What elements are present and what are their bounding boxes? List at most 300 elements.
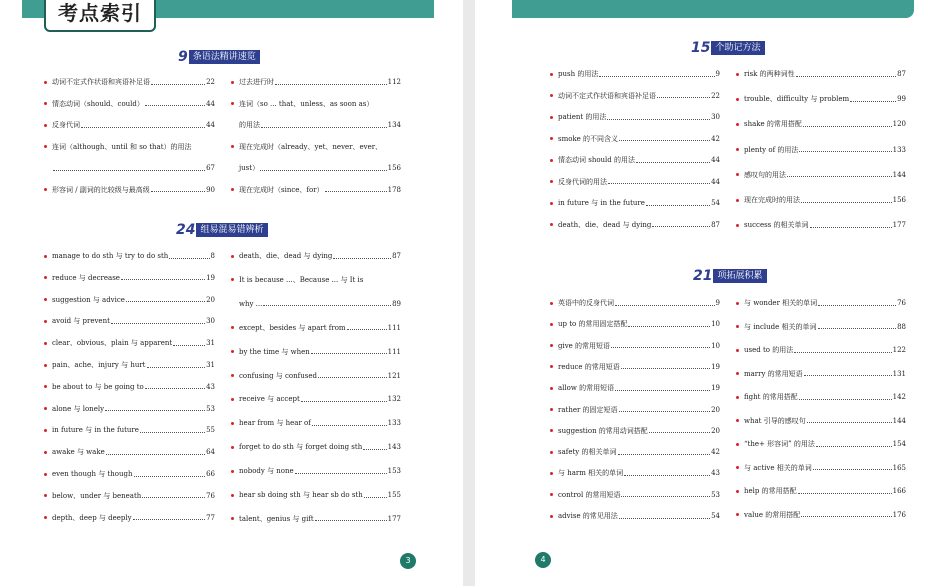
- dot-leader: [145, 388, 205, 389]
- index-entry: [736, 119, 906, 129]
- dot-leader: [810, 227, 892, 228]
- index-entry: [231, 275, 401, 285]
- index-entry: [44, 120, 215, 130]
- dot-leader: [364, 497, 387, 498]
- entry-page: 42: [711, 134, 720, 143]
- entry-page: 44: [206, 121, 215, 129]
- entry-text: help 的常用搭配: [744, 487, 797, 495]
- entry-text: nobody 与 none: [239, 467, 294, 476]
- entry-page: 54: [711, 199, 720, 207]
- entry-page: 153: [387, 467, 401, 476]
- dot-leader: [145, 105, 205, 106]
- section-heading-grammar: [178, 49, 260, 65]
- bullet-dot: [550, 73, 553, 76]
- entry-page: 144: [892, 170, 906, 179]
- entry-text: 形容词 / 副词的比较级与最高级: [52, 185, 150, 194]
- entry-text: suggestion 的常用动词搭配: [558, 426, 648, 435]
- index-entry: [736, 486, 906, 496]
- dot-leader: [618, 454, 711, 455]
- dot-leader: [121, 279, 205, 280]
- entry-page: 9: [715, 299, 720, 307]
- entry-text: by the time 与 when: [239, 347, 310, 356]
- dot-leader: [801, 202, 892, 203]
- dot-leader: [106, 454, 205, 455]
- section-heading-extension: [693, 268, 767, 284]
- index-entry: [736, 220, 906, 230]
- entry-page: 22: [206, 78, 215, 86]
- index-entry: [231, 514, 401, 524]
- bullet-dot: [736, 372, 739, 375]
- dot-leader: [301, 401, 387, 402]
- entry-text: awake 与 wake: [52, 448, 105, 457]
- dot-leader: [333, 258, 391, 259]
- entry-text: patient 的用法: [558, 113, 607, 121]
- bullet-dot: [550, 387, 553, 390]
- index-entry: [231, 99, 401, 109]
- entry-page: 89: [392, 299, 401, 308]
- entry-text: 现在完成时的用法: [744, 196, 800, 204]
- dot-leader: [803, 126, 892, 127]
- bullet-dot: [736, 466, 739, 469]
- entry-page: 166: [892, 487, 906, 495]
- index-entry: [550, 134, 720, 144]
- bullet-dot: [550, 94, 553, 97]
- entry-text: even though 与 though: [52, 470, 133, 478]
- entry-text: 动词不定式作状语和宾语补足语: [558, 91, 656, 100]
- entry-page: 177: [387, 514, 401, 523]
- entry-page: 76: [897, 299, 906, 307]
- entry-text: push 的用法: [558, 70, 599, 78]
- entry-text: receive 与 accept: [239, 395, 300, 404]
- entry-text: 感叹句的用法: [744, 170, 786, 179]
- bullet-dot: [44, 298, 47, 301]
- dot-leader: [619, 140, 710, 141]
- entry-text: 过去进行时: [239, 78, 274, 86]
- dot-leader: [611, 347, 710, 348]
- entry-text: shake 的常用搭配: [744, 120, 802, 129]
- entry-text: 反身代词: [52, 121, 80, 129]
- dot-leader: [140, 432, 205, 433]
- entry-text: death、die、dead 与 dying: [239, 252, 333, 260]
- entry-page: 155: [387, 491, 401, 499]
- index-entry: [44, 513, 215, 523]
- dot-leader: [621, 368, 710, 369]
- entry-text: 与 include 相关的单词: [744, 322, 817, 331]
- section-label: 个助记方法: [711, 41, 764, 55]
- bullet-dot: [231, 374, 234, 377]
- dot-leader: [816, 446, 892, 447]
- section-label: 条语法精讲速览: [189, 50, 260, 64]
- dot-leader: [804, 375, 892, 376]
- entry-page: 20: [206, 295, 215, 304]
- page-number: 4: [535, 552, 551, 568]
- bullet-dot: [736, 123, 739, 126]
- dot-leader: [799, 399, 892, 400]
- entry-text: 情态动词（should、could）: [52, 99, 144, 108]
- index-entry: [550, 319, 720, 329]
- entry-page: 64: [206, 448, 215, 457]
- index-entry: [550, 155, 720, 165]
- dot-leader: [652, 226, 710, 227]
- index-entry: [736, 439, 906, 449]
- entry-text: up to 的常用固定搭配: [558, 320, 628, 329]
- dot-leader: [624, 475, 710, 476]
- entry-text: “the+ 形容词” 的用法: [744, 440, 815, 448]
- bullet-dot: [231, 470, 234, 473]
- index-entry: [550, 490, 720, 500]
- entry-page: 88: [897, 322, 906, 331]
- entry-page: 131: [892, 369, 906, 378]
- entry-page: 112: [387, 78, 401, 86]
- entry-page: 143: [387, 443, 401, 452]
- index-entry: [44, 316, 215, 326]
- index-entry: [231, 77, 401, 87]
- bullet-dot: [44, 276, 47, 279]
- bullet-dot: [550, 472, 553, 475]
- entry-page: 30: [206, 317, 215, 326]
- entry-page: 134: [387, 121, 401, 129]
- section-label: 项拓展积累: [713, 269, 766, 283]
- bullet-dot: [231, 446, 234, 449]
- bullet-dot: [550, 223, 553, 226]
- index-entry: [231, 163, 401, 173]
- bullet-dot: [736, 98, 739, 101]
- dot-leader: [607, 119, 710, 120]
- index-entry: [736, 145, 906, 155]
- bullet-dot: [44, 364, 47, 367]
- index-entry: [231, 251, 401, 261]
- index-entry: [736, 94, 906, 104]
- section-count: 24: [176, 222, 196, 238]
- index-entry: [44, 382, 215, 392]
- entry-page: 53: [206, 404, 215, 413]
- entry-text: alone 与 lonely: [52, 404, 105, 413]
- entry-text: success 的相关单词: [744, 221, 809, 230]
- entry-text: be about to 与 be going to: [52, 382, 144, 391]
- dot-leader: [173, 345, 205, 346]
- entry-text: advise 的常见用法: [558, 512, 618, 520]
- entry-page: 77: [206, 513, 215, 522]
- entry-text: It is because ...、Because ... 与 It is: [239, 275, 364, 284]
- entry-page: 44: [206, 99, 215, 108]
- index-entry: [44, 163, 215, 173]
- entry-text: 反身代词的用法: [558, 177, 607, 186]
- entry-text: 现在完成时（since、for）: [239, 185, 324, 194]
- index-entry: [231, 120, 401, 130]
- bullet-dot: [231, 145, 234, 148]
- bullet-dot: [44, 385, 47, 388]
- bullet-dot: [44, 407, 47, 410]
- bullet-dot: [550, 323, 553, 326]
- entry-page: 20: [711, 426, 720, 435]
- dot-leader: [363, 449, 386, 450]
- entry-page: 178: [387, 185, 401, 194]
- index-entry: [231, 142, 401, 152]
- dot-leader: [850, 101, 896, 102]
- entry-page: 154: [892, 440, 906, 448]
- index-entry: [550, 447, 720, 457]
- entry-text: clear、obvious、plain 与 apparent: [52, 339, 173, 348]
- entry-page: 87: [392, 252, 401, 260]
- bullet-dot: [550, 344, 553, 347]
- index-entry: [550, 69, 720, 79]
- index-entry: [550, 341, 720, 351]
- index-entry: [44, 99, 215, 109]
- index-entry: [550, 91, 720, 101]
- bullet-dot: [231, 422, 234, 425]
- bullet-dot: [44, 81, 47, 84]
- entry-text: 与 harm 相关的单词: [558, 469, 624, 478]
- dot-leader: [315, 520, 387, 521]
- index-entry: [736, 463, 906, 473]
- entry-text: suggestion 与 advice: [52, 295, 125, 304]
- entry-page: 76: [206, 491, 215, 500]
- entry-text: in future 与 in the future: [558, 199, 645, 207]
- dot-leader: [794, 352, 891, 353]
- entry-text: marry 的常用短语: [744, 369, 803, 378]
- bullet-dot: [231, 188, 234, 191]
- index-entry: [44, 469, 215, 479]
- index-entry: [231, 490, 401, 500]
- index-entry: [736, 195, 906, 205]
- bullet-dot: [736, 199, 739, 202]
- bullet-dot: [231, 255, 234, 258]
- index-entry: [550, 383, 720, 393]
- dot-leader: [295, 473, 387, 474]
- index-entry: [550, 198, 720, 208]
- dot-leader: [615, 390, 710, 391]
- bullet-dot: [44, 451, 47, 454]
- dot-leader: [311, 353, 387, 354]
- dot-leader: [275, 84, 387, 85]
- index-entry: [231, 371, 401, 381]
- dot-leader: [105, 410, 205, 411]
- entry-page: 122: [892, 346, 906, 354]
- dot-leader: [608, 183, 710, 184]
- section-heading-mnemonics: [691, 40, 765, 56]
- dot-leader: [818, 305, 896, 306]
- entry-text: pain、ache、injury 与 hurt: [52, 361, 146, 369]
- bullet-dot: [231, 326, 234, 329]
- entry-text: 连词（so ... that、unless、as soon as）: [239, 99, 374, 108]
- dot-leader: [134, 476, 206, 477]
- dot-leader: [619, 411, 711, 412]
- index-entry: [44, 425, 215, 435]
- entry-text: reduce 的常用短语: [558, 362, 620, 371]
- entry-page: 121: [387, 371, 401, 380]
- entry-text: fight 的常用搭配: [744, 393, 798, 401]
- dot-leader: [818, 328, 897, 329]
- entry-text: 与 active 相关的单词: [744, 463, 812, 472]
- dot-leader: [126, 301, 205, 302]
- entry-page: 165: [892, 463, 906, 472]
- dot-leader: [799, 151, 891, 152]
- entry-page: 19: [711, 362, 720, 371]
- section-count: 21: [693, 268, 713, 284]
- bullet-dot: [231, 102, 234, 105]
- bullet-dot: [550, 429, 553, 432]
- dot-leader: [147, 367, 206, 368]
- entry-text: value 的常用搭配: [744, 510, 801, 519]
- entry-text: risk 的两种词性: [744, 70, 795, 78]
- bullet-dot: [736, 396, 739, 399]
- entry-page: 9: [715, 70, 720, 78]
- dot-leader: [621, 496, 710, 497]
- entry-text: 英语中的反身代词: [558, 299, 614, 307]
- entry-text: plenty of 的用法: [744, 145, 799, 154]
- section-count: 9: [178, 49, 188, 65]
- bullet-dot: [550, 451, 553, 454]
- entry-page: 111: [387, 323, 401, 332]
- dot-leader: [807, 422, 892, 423]
- bullet-dot: [44, 255, 47, 258]
- entry-text: safety 的相关单词: [558, 448, 617, 457]
- bullet-dot: [550, 408, 553, 411]
- entry-page: 133: [892, 145, 906, 154]
- bullet-dot: [44, 145, 47, 148]
- bullet-dot: [231, 398, 234, 401]
- entry-page: 156: [892, 196, 906, 204]
- dot-leader: [111, 323, 205, 324]
- entry-page: 132: [387, 395, 401, 404]
- entry-text: 现在完成时（already、yet、never、ever、: [239, 142, 383, 151]
- index-entry: [736, 510, 906, 520]
- index-entry: [231, 418, 401, 428]
- bullet-dot: [231, 350, 234, 353]
- bullet-dot: [736, 148, 739, 151]
- entry-text: death、die、dead 与 dying: [558, 220, 652, 229]
- bullet-dot: [736, 325, 739, 328]
- index-entry: [231, 185, 401, 195]
- index-entry: [231, 442, 401, 452]
- index-entry: [550, 112, 720, 122]
- entry-text: 情态动词 should 的用法: [558, 156, 635, 164]
- entry-text: manage to do sth 与 try to do sth: [52, 252, 169, 260]
- bullet-dot: [44, 124, 47, 127]
- entry-page: 10: [711, 341, 720, 350]
- dot-leader: [260, 170, 387, 171]
- entry-page: 133: [387, 419, 401, 428]
- index-entry: [550, 298, 720, 308]
- index-entry: [231, 347, 401, 357]
- index-entry: [231, 466, 401, 476]
- index-entry: [736, 170, 906, 180]
- entry-page: 87: [897, 70, 906, 78]
- entry-page: 176: [892, 510, 906, 519]
- entry-text: give 的常用短语: [558, 341, 611, 350]
- bullet-dot: [550, 202, 553, 205]
- dot-leader: [151, 84, 205, 85]
- entry-text: confusing 与 confused: [239, 371, 317, 380]
- index-entry: [44, 185, 215, 195]
- index-entry: [550, 511, 720, 521]
- dot-leader: [798, 493, 892, 494]
- bullet-dot: [736, 513, 739, 516]
- dot-leader: [628, 326, 710, 327]
- dot-leader: [619, 518, 710, 519]
- bullet-dot: [736, 224, 739, 227]
- dot-leader: [133, 519, 206, 520]
- dot-leader: [312, 425, 387, 426]
- bullet-dot: [44, 516, 47, 519]
- entry-text: except、besides 与 apart from: [239, 323, 346, 332]
- index-entry: [736, 322, 906, 332]
- entry-page: 44: [711, 177, 720, 186]
- bullet-dot: [550, 180, 553, 183]
- index-entry: [44, 447, 215, 457]
- entry-page: 22: [711, 91, 720, 100]
- bullet-dot: [550, 515, 553, 518]
- index-entry: [736, 416, 906, 426]
- entry-page: 99: [897, 95, 906, 104]
- dot-leader: [646, 205, 710, 206]
- index-entry: [44, 77, 215, 87]
- entry-text: trouble、difficulty 与 problem: [744, 95, 850, 104]
- bullet-dot: [44, 494, 47, 497]
- index-entry: [736, 369, 906, 379]
- entry-text: 与 wonder 相关的单词: [744, 299, 818, 307]
- bullet-dot: [44, 188, 47, 191]
- index-entry: [44, 142, 215, 152]
- index-entry: [44, 251, 215, 261]
- entry-text: talent、genius 与 gift: [239, 514, 314, 523]
- entry-page: 111: [387, 347, 401, 356]
- entry-text: depth、deep 与 deeply: [52, 513, 132, 522]
- dot-leader: [142, 497, 205, 498]
- entry-page: 19: [711, 384, 720, 393]
- entry-page: 31: [206, 361, 215, 369]
- bullet-dot: [550, 137, 553, 140]
- bullet-dot: [44, 473, 47, 476]
- dot-leader: [347, 329, 387, 330]
- entry-page: 54: [711, 512, 720, 520]
- index-entry: [736, 345, 906, 355]
- entry-page: 67: [206, 164, 215, 172]
- section-count: 15: [691, 40, 711, 56]
- dot-leader: [151, 191, 205, 192]
- bullet-dot: [736, 73, 739, 76]
- dot-leader: [318, 377, 387, 378]
- header-band: [512, 0, 914, 18]
- bullet-dot: [550, 302, 553, 305]
- dot-leader: [657, 97, 710, 98]
- index-entry: [736, 298, 906, 308]
- entry-page: 55: [206, 426, 215, 435]
- index-entry: [550, 362, 720, 372]
- dot-leader: [649, 432, 710, 433]
- index-entry: [44, 491, 215, 501]
- bullet-dot: [736, 419, 739, 422]
- entry-page: 120: [892, 120, 906, 129]
- entry-page: 42: [711, 448, 720, 457]
- entry-page: 20: [711, 405, 720, 414]
- section-heading-confusables: [176, 222, 268, 238]
- entry-page: 30: [711, 113, 720, 121]
- entry-text: hear from 与 hear of: [239, 419, 311, 428]
- index-entry: [231, 394, 401, 404]
- dot-leader: [53, 170, 205, 171]
- index-entry: [736, 69, 906, 79]
- entry-text: 动词不定式作状语和宾语补足语: [52, 78, 150, 86]
- dot-leader: [801, 516, 891, 517]
- bullet-dot: [736, 349, 739, 352]
- dot-leader: [261, 127, 387, 128]
- entry-page: 31: [206, 339, 215, 348]
- entry-page: 142: [892, 393, 906, 401]
- index-entry: [550, 177, 720, 187]
- bullet-dot: [231, 517, 234, 520]
- entry-page: 90: [206, 185, 215, 194]
